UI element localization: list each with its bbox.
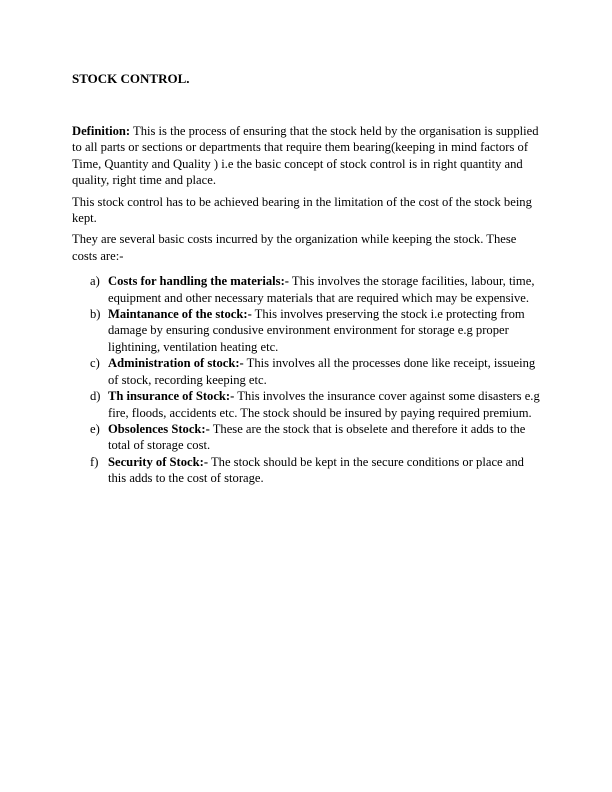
costs-intro-paragraph: They are several basic costs incurred by the organization while keeping the stock. These costs are:-	[72, 232, 517, 263]
list-item-heading: Th insurance of Stock:-	[108, 389, 235, 404]
list-item-heading: Security of Stock:-	[108, 454, 209, 469]
list-item-marker: b)	[90, 307, 101, 322]
definition-text: This is the process of ensuring that the stock held by the organisation is supplied to all parts or sections or departments that require them bearing(keeping in mind factors of Time, Quantity and Quality ) i.e the basic concept of stock control is in right quantity and quality, right time and place.	[72, 124, 539, 188]
list-item	[72, 273, 542, 306]
list-item-marker: c)	[90, 356, 100, 371]
list-item-text: This involves all the processes done like receipt, issueing of stock, recording keeping etc.	[108, 356, 536, 387]
limitation-paragraph: This stock control has to be achieved bearing in the limitation of the cost of the stock being kept.	[72, 194, 532, 226]
definition-paragraph	[72, 123, 542, 189]
list-item-heading: Administration of stock:-	[108, 356, 244, 371]
list-item-marker: a)	[90, 274, 100, 289]
list-item-marker: f)	[90, 454, 99, 469]
list-item-marker: e)	[90, 421, 100, 436]
list-item-text: These are the stock that is obselete and therefore it adds to the total of storage cost.	[108, 421, 526, 453]
list-item	[72, 306, 542, 355]
list-item-heading: Maintanance of the stock:-	[108, 307, 252, 322]
list-item	[72, 454, 542, 487]
list-item	[72, 355, 542, 388]
list-item	[72, 388, 542, 421]
list-item-text: The stock should be kept in the secure conditions or place and this adds to the cost of storage.	[108, 454, 524, 486]
list-item-heading: Costs for handling the materials:-	[108, 274, 289, 289]
definition-label: Definition:	[72, 124, 131, 138]
list-item-text: This involves the storage facilities, labour, time, equipment and other necessary materials that are required which may be expensive.	[108, 274, 535, 305]
list-item-text: This involves the insurance cover against some disasters e.g fire, floods, accidents etc. The stock should be insured by paying required premium.	[108, 389, 540, 420]
list-item-text: This involves preserving the stock i.e protecting from damage by ensuring condusive environment environment for storage e.g proper lightining, ventilation heating etc.	[108, 307, 525, 354]
document-title: STOCK CONTROL.	[72, 71, 190, 86]
list-item-heading: Obsolences Stock:-	[108, 421, 210, 436]
list-item	[72, 421, 542, 454]
list-item-marker: d)	[90, 389, 101, 404]
costs-list	[72, 273, 542, 486]
document-page	[72, 71, 542, 487]
